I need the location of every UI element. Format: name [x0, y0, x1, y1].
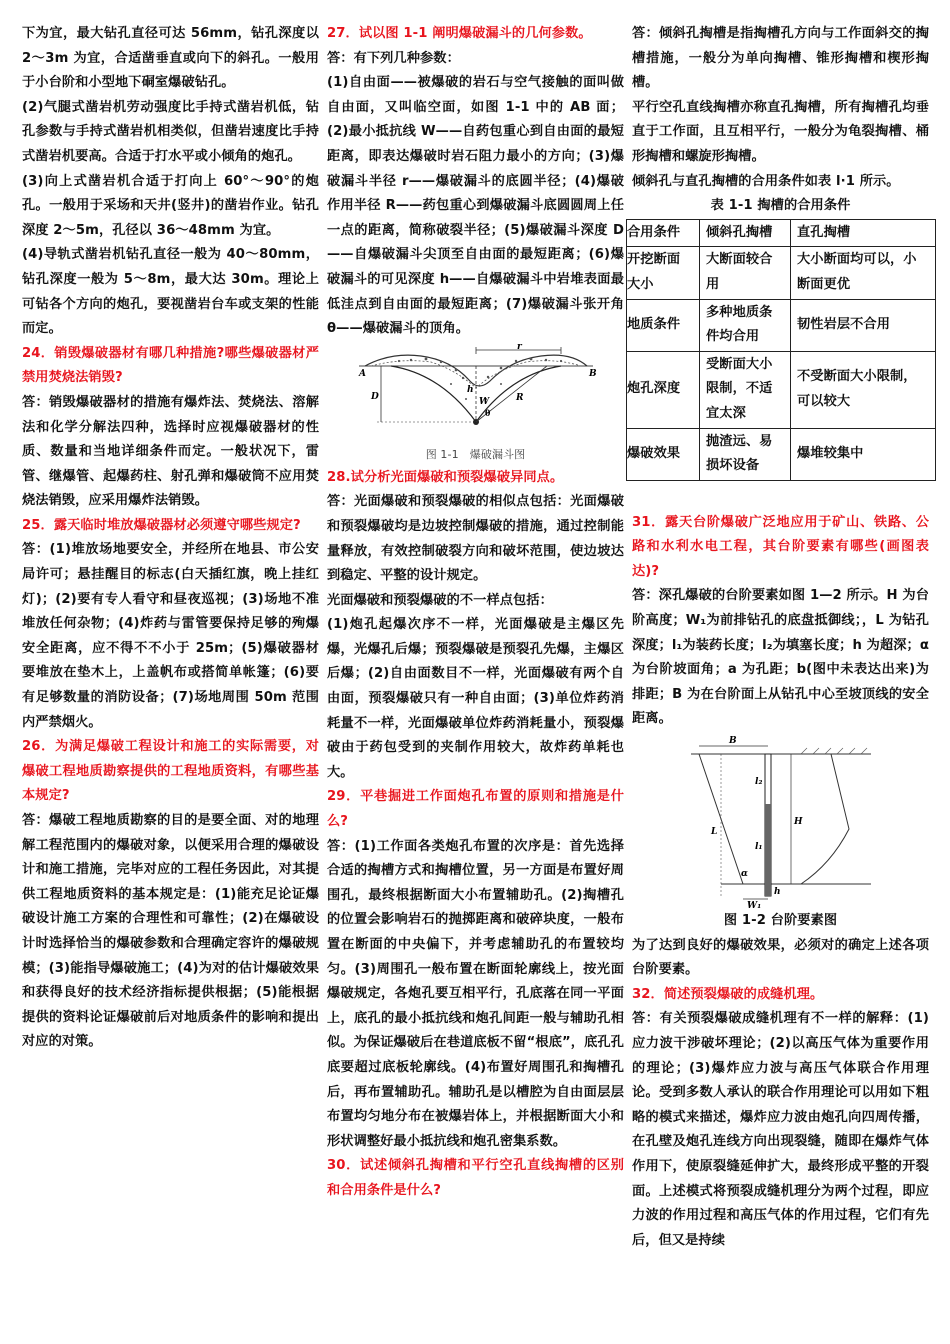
table-row — [627, 351, 936, 428]
answer-32: 答：有关预裂爆破成缝机理有不一样的解释：(1)应力波干涉破坏理论；(2)以高压气体为重要作用的理论；(3)爆炸应力波与高压气体联合作用理论。受到多数人承认的联合作用理论可以用如下粗略的模式来描述，爆炸应力波由炮孔向四周传播，在孔壁及炮孔连线方向出现裂缝，随即在爆炸气体作用下，使原裂缝延伸扩大，最终形成平整的开裂面。上述模式将预裂成缝机理分为两个过程，即应力波的作用过程和高压气体的作用过程，它们有先后，但又是持续 — [632, 1011, 929, 1248]
table-row — [627, 299, 936, 351]
label-h: h — [466, 384, 474, 395]
table-cell: 韧性岩层不合用 — [791, 299, 936, 351]
table-cell: 炮孔深度 — [627, 351, 700, 428]
table-header-cell: 直孔掏槽 — [791, 219, 936, 247]
label-A: A — [358, 368, 366, 379]
table-cell: 大断面较合用 — [700, 247, 791, 299]
question-27: 27．试以图 1-1 阐明爆破漏斗的几何参数。 — [327, 26, 592, 41]
question-heading: 25．露天临时堆放爆破器材必须遵守哪些规定? — [22, 517, 301, 533]
question-28: 28.试分析光面爆破和预裂爆破异同点。 — [327, 469, 564, 485]
cut-conditions-table — [626, 219, 936, 481]
bench-elements-figure — [681, 734, 881, 909]
question-30: 30．试述倾斜孔掏槽和平行空孔直线掏槽的区别和合用条件是什么? — [327, 1158, 624, 1198]
table-cell: 爆堆较集中 — [791, 428, 936, 480]
label-L: L — [710, 827, 717, 838]
question-31: 31．露天台阶爆破广泛地应用于矿山、铁路、公路和水利水电工程，其台阶要素有哪些(画图表达)? — [632, 514, 929, 579]
answer-30-part3: 倾斜孔与直孔掏槽的合用条件如表 l·1 所示。 — [632, 173, 900, 189]
label-r: r — [516, 343, 522, 352]
table-cell: 爆破效果 — [627, 428, 700, 480]
table-cell: 受断面大小限制，不适宜太深 — [700, 351, 791, 428]
label-h: h — [773, 887, 781, 898]
table-row — [627, 247, 936, 299]
question-32: 32．简述预裂爆破的成缝机理。 — [632, 986, 824, 1002]
answer-paragraph: 答：爆破工程地质勘察的目的是要全面、对的地理解工程范围内的爆破对象，以便采用合理的爆破设计和施工措施，完毕对应的工程任务因此，对其提供工程地质资料的基本规定是：(1)能充足论证爆破设计施工方案的合理性和可靠性；(2)在爆破设计时选择恰当的爆破参数和合理确定容许的爆破规模；(3)能指导爆破施工；(4)为对的估计爆破效果和获得良好的技术经济指标提供根据；(5)能根据提供的资料论证爆破前后对地质条件的影响和提出对应的对策。 — [22, 813, 319, 1050]
label-H: H — [793, 817, 803, 828]
answer-28-part3: (1)炮孔起爆次序不一样，光面爆破是主爆区先爆，光爆孔后爆；预裂爆破是预裂孔先爆，主爆区后爆；(2)自由面数目不一样，光面爆破有两个自由面，预裂爆破只有一种自由面；(3)单位炸药消耗量不一样，光面爆破单位炸药消耗量小，预裂爆破由于药包受到的夹制作用较大，故炸药单耗也大。 — [327, 617, 624, 780]
label-W1: W₁ — [746, 901, 761, 910]
answer-paragraph: 下为宜，最大钻孔直径可达 56mm，钻孔深度以 2～3m 为宜，合适凿垂直或向下的斜孔。一般用于小台阶和小型地下硐室爆破钻孔。 — [22, 26, 319, 91]
table-header-cell: 合用条件 — [627, 219, 700, 247]
answer-27-body: (1)自由面——被爆破的岩石与空气接触的面叫做自由面，又叫临空面，如图 1-1 中的 AB 面；(2)最小抵抗线 W——自药包重心到自由面的最短距离，即表达爆破时岩石阻力最小的方向；(3)爆破漏斗半径 r——爆破漏斗的底圆半径；(4)爆破作用半径 R——药包重心到爆破漏斗底圆圆周上任一点的距离，简称破裂半径；(5)爆破漏斗深度 D——自爆破漏斗尖顶至自由面的最短距离；(6)爆破漏斗的可见深度 h——自爆破漏斗中岩堆表面最低洼点到自由面的最短距离；(7)爆破漏斗张开角 θ——爆破漏斗的顶角。 — [327, 75, 624, 337]
column-right — [627, 22, 929, 1253]
table-cell: 开挖断面大小 — [627, 247, 700, 299]
answer-paragraph: (4)导轨式凿岩机钻孔直径一般为 40～80mm，钻孔深度一般为 5～8m，最大达 30m。理论上可钻各个方向的炮孔，要视凿岩台车或支架的性能而定。 — [22, 247, 319, 337]
table-cell: 抛渣远、易损坏设备 — [700, 428, 791, 480]
question-29: 29．平巷掘进工作面炮孔布置的原则和措施是什么? — [327, 789, 624, 830]
answer-paragraph: 答：销毁爆破器材的措施有爆炸法、焚烧法、溶解法和化学分解法四种，选择时应视爆破器材的性质、数量和当地详细条件而定。一般状况下，雷管、继爆管、起爆药柱、射孔弹和爆破筒不应用焚烧法销毁，应采用爆炸法销毁。 — [22, 394, 319, 509]
column-middle — [327, 22, 624, 1204]
label-W: W — [478, 396, 489, 407]
label-theta: θ — [484, 407, 490, 418]
answer-paragraph: (3)向上式凿岩机合适于打向上 60°～90°的炮孔。一般用于采场和天井(竖井)的凿岩作业。钻孔深度 2～5m，孔径以 36～48mm 为宜。 — [22, 173, 319, 238]
answer-31: 答：深孔爆破的台阶要素如图 1—2 所示。H 为台阶高度；W₁为前排钻孔的底盘抵御线；，L 为钻孔深度；l₁为装药长度；l₂为填塞长度；h 为超深；α 为台阶坡面角；a 为孔距；b(图中未表达出来)为排距；B 为在台阶面上从钻孔中心至坡顶线的安全距离。 — [632, 588, 929, 727]
question-heading: 24．销毁爆破器材有哪几种措施?哪些爆破器材严禁用焚烧法销毁? — [22, 345, 319, 386]
answer-29: 答：(1)工作面各类炮孔布置的次序是：首先选择合适的掏槽方式和掏槽位置，另一方面是布置好周围孔，最终根据断面大小布置辅助孔。(2)掏槽孔的位置会影响岩石的抛掷距离和破碎块度，一般布置在断面的中央偏下，并考虑辅助孔的布置较均匀。(3)周围孔一般布置在断面轮廓线上，按光面爆破规定，各炮孔要互相平行，孔底落在同一平面上，底孔的最小抵抗线和炮孔间距一般与辅助孔相似。为保证爆破后在巷道底板不留“根底”，底孔孔底要超过底板轮廓线。(4)布置好周围孔和掏槽孔后，再布置辅助孔。辅助孔是以槽腔为自由面层层布置均匀地分布在被爆岩体上，并根据断面大小和形状调整好最小抵抗线和炮孔密集系数。 — [327, 838, 624, 1149]
answer-27-intro: 答：有下列几种参数： — [327, 50, 460, 66]
table-cell: 不受断面大小限制，可以较大 — [791, 351, 936, 428]
answer-30-part1: 答：倾斜孔掏槽是指掏槽孔方向与工作面斜交的掏槽措施，一般分为单向掏槽、锥形掏槽和楔形掏槽。 — [632, 26, 929, 91]
blasting-crater-figure — [351, 344, 601, 444]
table-1-1-title: 表 1-1 掏槽的合用条件 — [710, 198, 851, 214]
answer-28-part1: 答：光面爆破和预裂爆破的相似点包括：光面爆破和预裂爆破均是边坡控制爆破的措施，通过控制能量释放，有效控制破裂方向和破坏范围，使边坡达到稳定、平整的设计规定。 — [327, 494, 624, 584]
label-B: B — [728, 736, 737, 747]
label-B: B — [588, 368, 597, 379]
figure-1-1-caption: 图 1-1 爆破漏斗图 — [425, 447, 526, 461]
label-l1: l₁ — [754, 842, 763, 853]
table-cell: 大小断面均可以，小断面更优 — [791, 247, 936, 299]
table-cell: 多种地质条件均合用 — [700, 299, 791, 351]
label-l2: l₂ — [754, 777, 763, 788]
question-heading: 26．为满足爆破工程设计和施工的实际需要，对爆破工程地质勘察提供的工程地质资料，有哪些基本规定? — [22, 739, 319, 804]
after-figure-1-2: 为了达到良好的爆破效果，必须对的确定上述各项台阶要素。 — [632, 937, 929, 978]
table-header-row — [627, 219, 936, 247]
answer-28-part2: 光面爆破和预裂爆破的不一样点包括： — [327, 592, 553, 608]
table-cell: 地质条件 — [627, 299, 700, 351]
table-header-cell: 倾斜孔掏槽 — [700, 219, 791, 247]
answer-30-part2: 平行空孔直线掏槽亦称直孔掏槽，所有掏槽孔均垂直于工作面，且互相平行，一般分为龟裂掏槽、桶形掏槽和螺旋形掏槽。 — [632, 99, 929, 164]
label-D: D — [370, 391, 379, 402]
figure-1-2-caption: 图 1-2 台阶要素图 — [723, 913, 838, 929]
label-R: R — [515, 392, 524, 403]
table-row — [627, 428, 936, 480]
answer-paragraph: 答：(1)堆放场地要安全，并经所在地县、市公安局许可；悬挂醒目的标志(白天插红旗，晚上挂红灯)；(2)要有专人看守和昼夜巡视；(3)场地不准堆放任何杂物；(4)炸药与雷管要保持足够的殉爆安全距离，应不得不不小于 25m；(5)爆破器材要堆放在垫木上，上盖帆布或搭简单帐篷；(6)要有足够数量的消防设备；(7)场地周围 50m 范围内严禁烟火。 — [22, 542, 319, 730]
column-left — [22, 22, 319, 1055]
answer-paragraph: (2)气腿式凿岩机劳动强度比手持式凿岩机低，钻孔参数与手持式凿岩机相类似，但凿岩速度比手持式凿岩机要高。合适于打水平或小倾角的炮孔。 — [22, 99, 319, 164]
label-alpha: α — [740, 869, 748, 880]
